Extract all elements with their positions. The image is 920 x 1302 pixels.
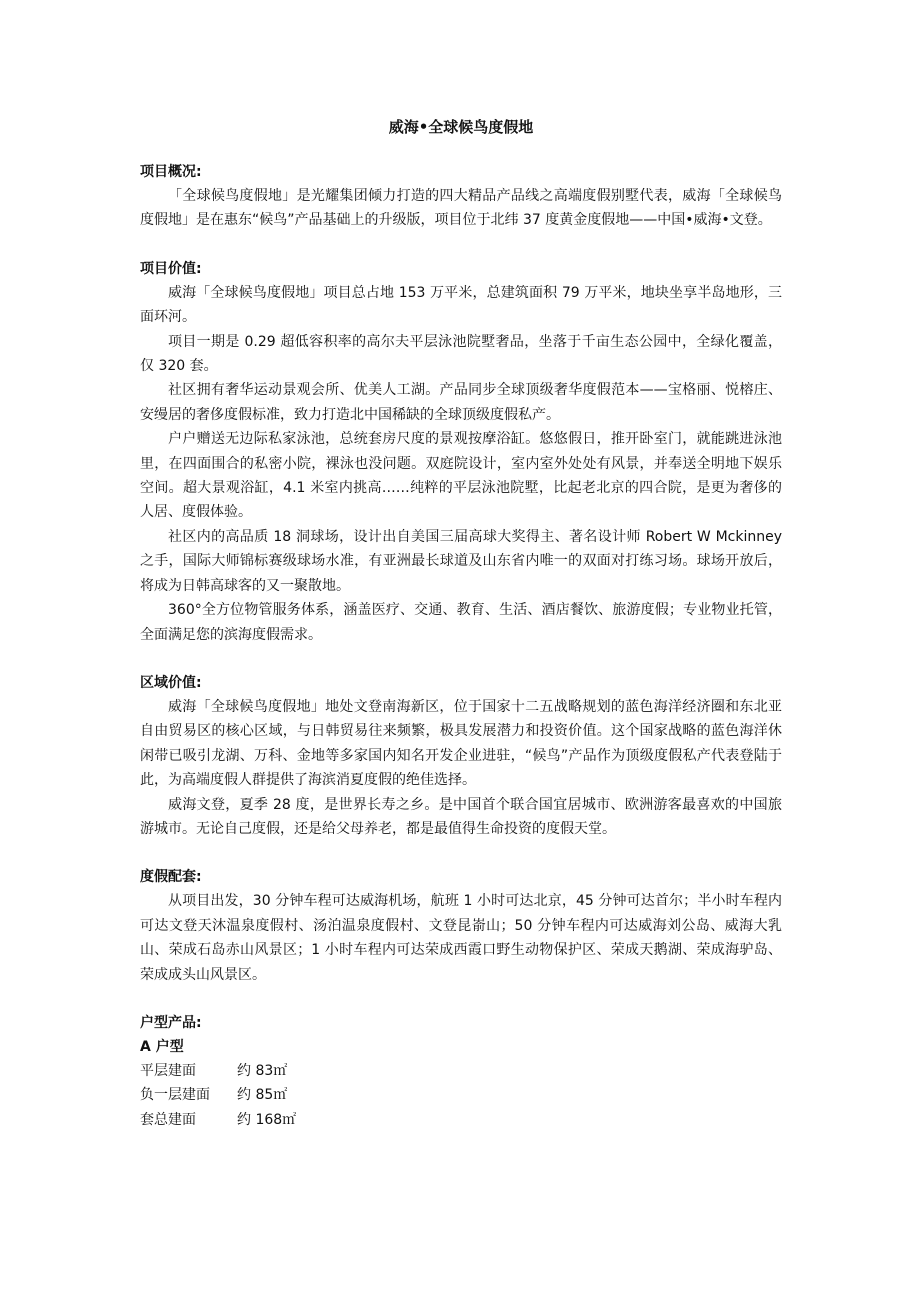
paragraph: 户户赠送无边际私家泳池，总统套房尺度的景观按摩浴缸。悠悠假日，推开卧室门，就能跳进泳池里，在四面围合的私密小院，裸泳也没问题。双庭院设计，室内室外处处有风景，并奉送全明地下娱乐空间。超大景观浴缸，4.1 米室内挑高……纯粹的平层泳池院墅，比起老北京的四合院，是更为奢侈的人居、度假体验。 — [140, 431, 782, 521]
spec-value: 约 168㎡ — [237, 1111, 297, 1128]
spec-label: 平层建面 — [140, 1062, 196, 1079]
paragraph: 从项目出发，30 分钟车程可达威海机场，航班 1 小时可达北京，45 分钟可达首尔；半小时车程内可达文登天沐温泉度假村、汤泊温泉度假村、文登昆嵛山；50 分钟车程内可达威海刘公岛、威海大乳山、荣成石岛赤山风景区；1 小时车程内可达荣成西霞口野生动物保护区、荣成天鹅湖、荣成海驴岛、荣成成头山风景区。 — [140, 893, 782, 983]
paragraph: 「全球候鸟度假地」是光耀集团倾力打造的四大精品产品线之高端度假别墅代表，威海「全球候鸟度假地」是在惠东“候鸟”产品基础上的升级版，项目位于北纬 37 度黄金度假地——中国•威海•文登。 — [140, 188, 782, 229]
section-project-value — [140, 257, 782, 647]
spec-row — [140, 1083, 782, 1107]
section-heading: 户型产品: — [140, 1014, 202, 1031]
section-products — [140, 1011, 782, 1132]
section-heading: 项目概况: — [140, 164, 202, 180]
paragraph: 社区内的高品质 18 洞球场，设计出自美国三届高球大奖得主、著名设计师 Robert W Mckinney 之手，国际大师锦标赛级球场水准，有亚洲最长球道及山东省内唯一的双面对打练习场。球场开放后，将成为日韩高球客的又一聚散地。 — [140, 528, 782, 594]
spec-value: 约 85㎡ — [237, 1087, 288, 1104]
section-heading: 项目价值: — [140, 260, 202, 277]
document-page — [140, 114, 782, 1156]
paragraph: 社区拥有奢华运动景观会所、优美人工湖。产品同步全球顶级奢华度假范本——宝格丽、悦榕庄、安缦居的奢侈度假标准，致力打造北中国稀缺的全球顶级度假私产。 — [140, 382, 782, 423]
spec-value: 约 83㎡ — [237, 1062, 288, 1079]
watermark: www.zixin.com.cn — [380, 612, 824, 666]
section-heading: 度假配套: — [140, 869, 202, 886]
document-title: 威海•全球候鸟度假地 — [388, 118, 534, 136]
paragraph: 威海文登，夏季 28 度，是世界长寿之乡。是中国首个联合国宜居城市、欧洲游客最喜欢的中国旅游城市。无论自己度假，还是给父母养老，都是最值得生命投资的度假天堂。 — [140, 796, 782, 837]
spec-label: 负一层建面 — [140, 1087, 210, 1104]
section-amenities — [140, 865, 782, 987]
paragraph: 威海「全球候鸟度假地」项目总占地 153 万平米，总建筑面积 79 万平米，地块坐享半岛地形，三面环河。 — [140, 284, 782, 326]
section-overview — [140, 160, 782, 233]
paragraph: 360°全方位物管服务体系，涵盖医疗、交通、教育、生活、酒店餐饮、旅游度假；专业物业托管，全面满足您的滨海度假需求。 — [140, 602, 782, 643]
spec-row — [140, 1108, 782, 1132]
paragraph: 项目一期是 0.29 超低容积率的高尔夫平层泳池院墅奢品，坐落于千亩生态公园中，全绿化覆盖，仅 320 套。 — [140, 333, 782, 375]
paragraph: 威海「全球候鸟度假地」地处文登南海新区，位于国家十二五战略规划的蓝色海洋经济圈和东北亚自由贸易区的核心区域，与日韩贸易往来频繁，极具发展潜力和投资价值。这个国家战略的蓝色海洋休闲带已吸引龙湖、万科、金地等多家国内知名开发企业进驻，“候鸟”产品作为顶级度假私产代表登陆于此，为高端度假人群提供了海滨消夏度假的绝佳选择。 — [140, 698, 782, 789]
spec-label: 套总建面 — [140, 1111, 196, 1128]
unit-type-label: A 户型 — [140, 1038, 184, 1055]
spec-row — [140, 1059, 782, 1083]
section-regional-value — [140, 671, 782, 841]
section-heading: 区域价值: — [140, 674, 202, 691]
